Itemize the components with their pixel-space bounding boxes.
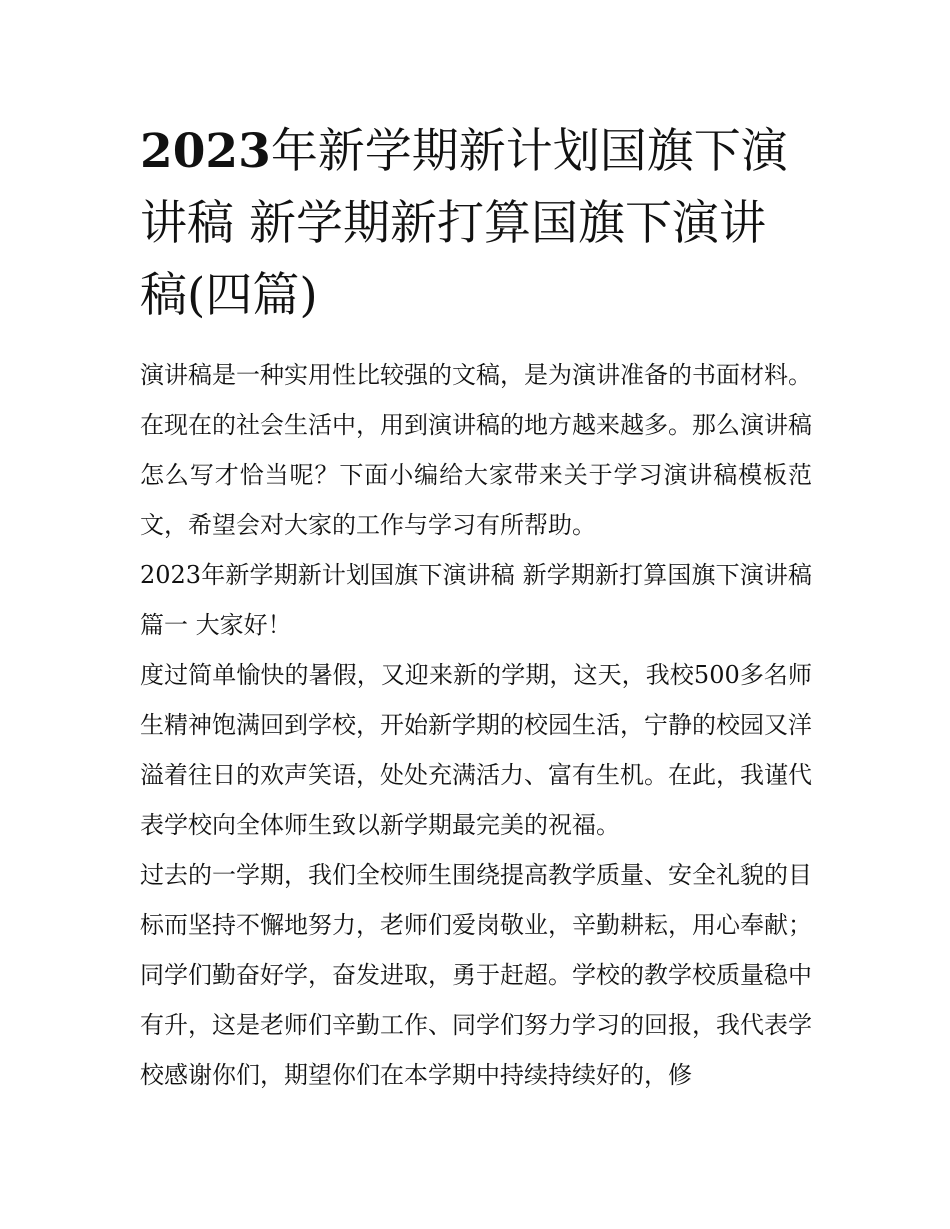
paragraph-intro: 演讲稿是一种实用性比较强的文稿，是为演讲准备的书面材料。在现在的社会生活中，用到演讲稿的地方越来越多。那么演讲稿怎么写才恰当呢？下面小编给大家带来关于学习演讲稿模板范文，希望会对大家的工作与学习有所帮助。 [140, 361, 812, 539]
title-text: 年新学期新计划国旗下演讲稿 新学期新打算国旗下演讲稿(四篇) [140, 124, 788, 323]
document-title [140, 116, 812, 332]
paragraph-section-heading: 2023年新学期新计划国旗下演讲稿 新学期新打算国旗下演讲稿篇一 大家好！ [140, 561, 812, 639]
title-year: 2023 [140, 124, 271, 179]
paragraph-greeting-body: 度过简单愉快的暑假，又迎来新的学期，这天，我校500多名师生精神饱满回到学校，开始新学期的校园生活，宁静的校园又洋溢着往日的欢声笑语，处处充满活力、富有生机。在此，我谨代表学校向全体师生致以新学期最完美的祝福。 [140, 661, 812, 839]
paragraph-past-semester: 过去的一学期，我们全校师生围绕提高教学质量、安全礼貌的目标而坚持不懈地努力，老师们爱岗敬业，辛勤耕耘，用心奉献；同学们勤奋好学，奋发进取，勇于赶超。学校的教学校质量稳中有升，这是老师们辛勤工作、同学们努力学习的回报，我代表学校感谢你们，期望你们在本学期中持续持续好的，修 [140, 861, 812, 1089]
document-body [140, 350, 812, 1100]
